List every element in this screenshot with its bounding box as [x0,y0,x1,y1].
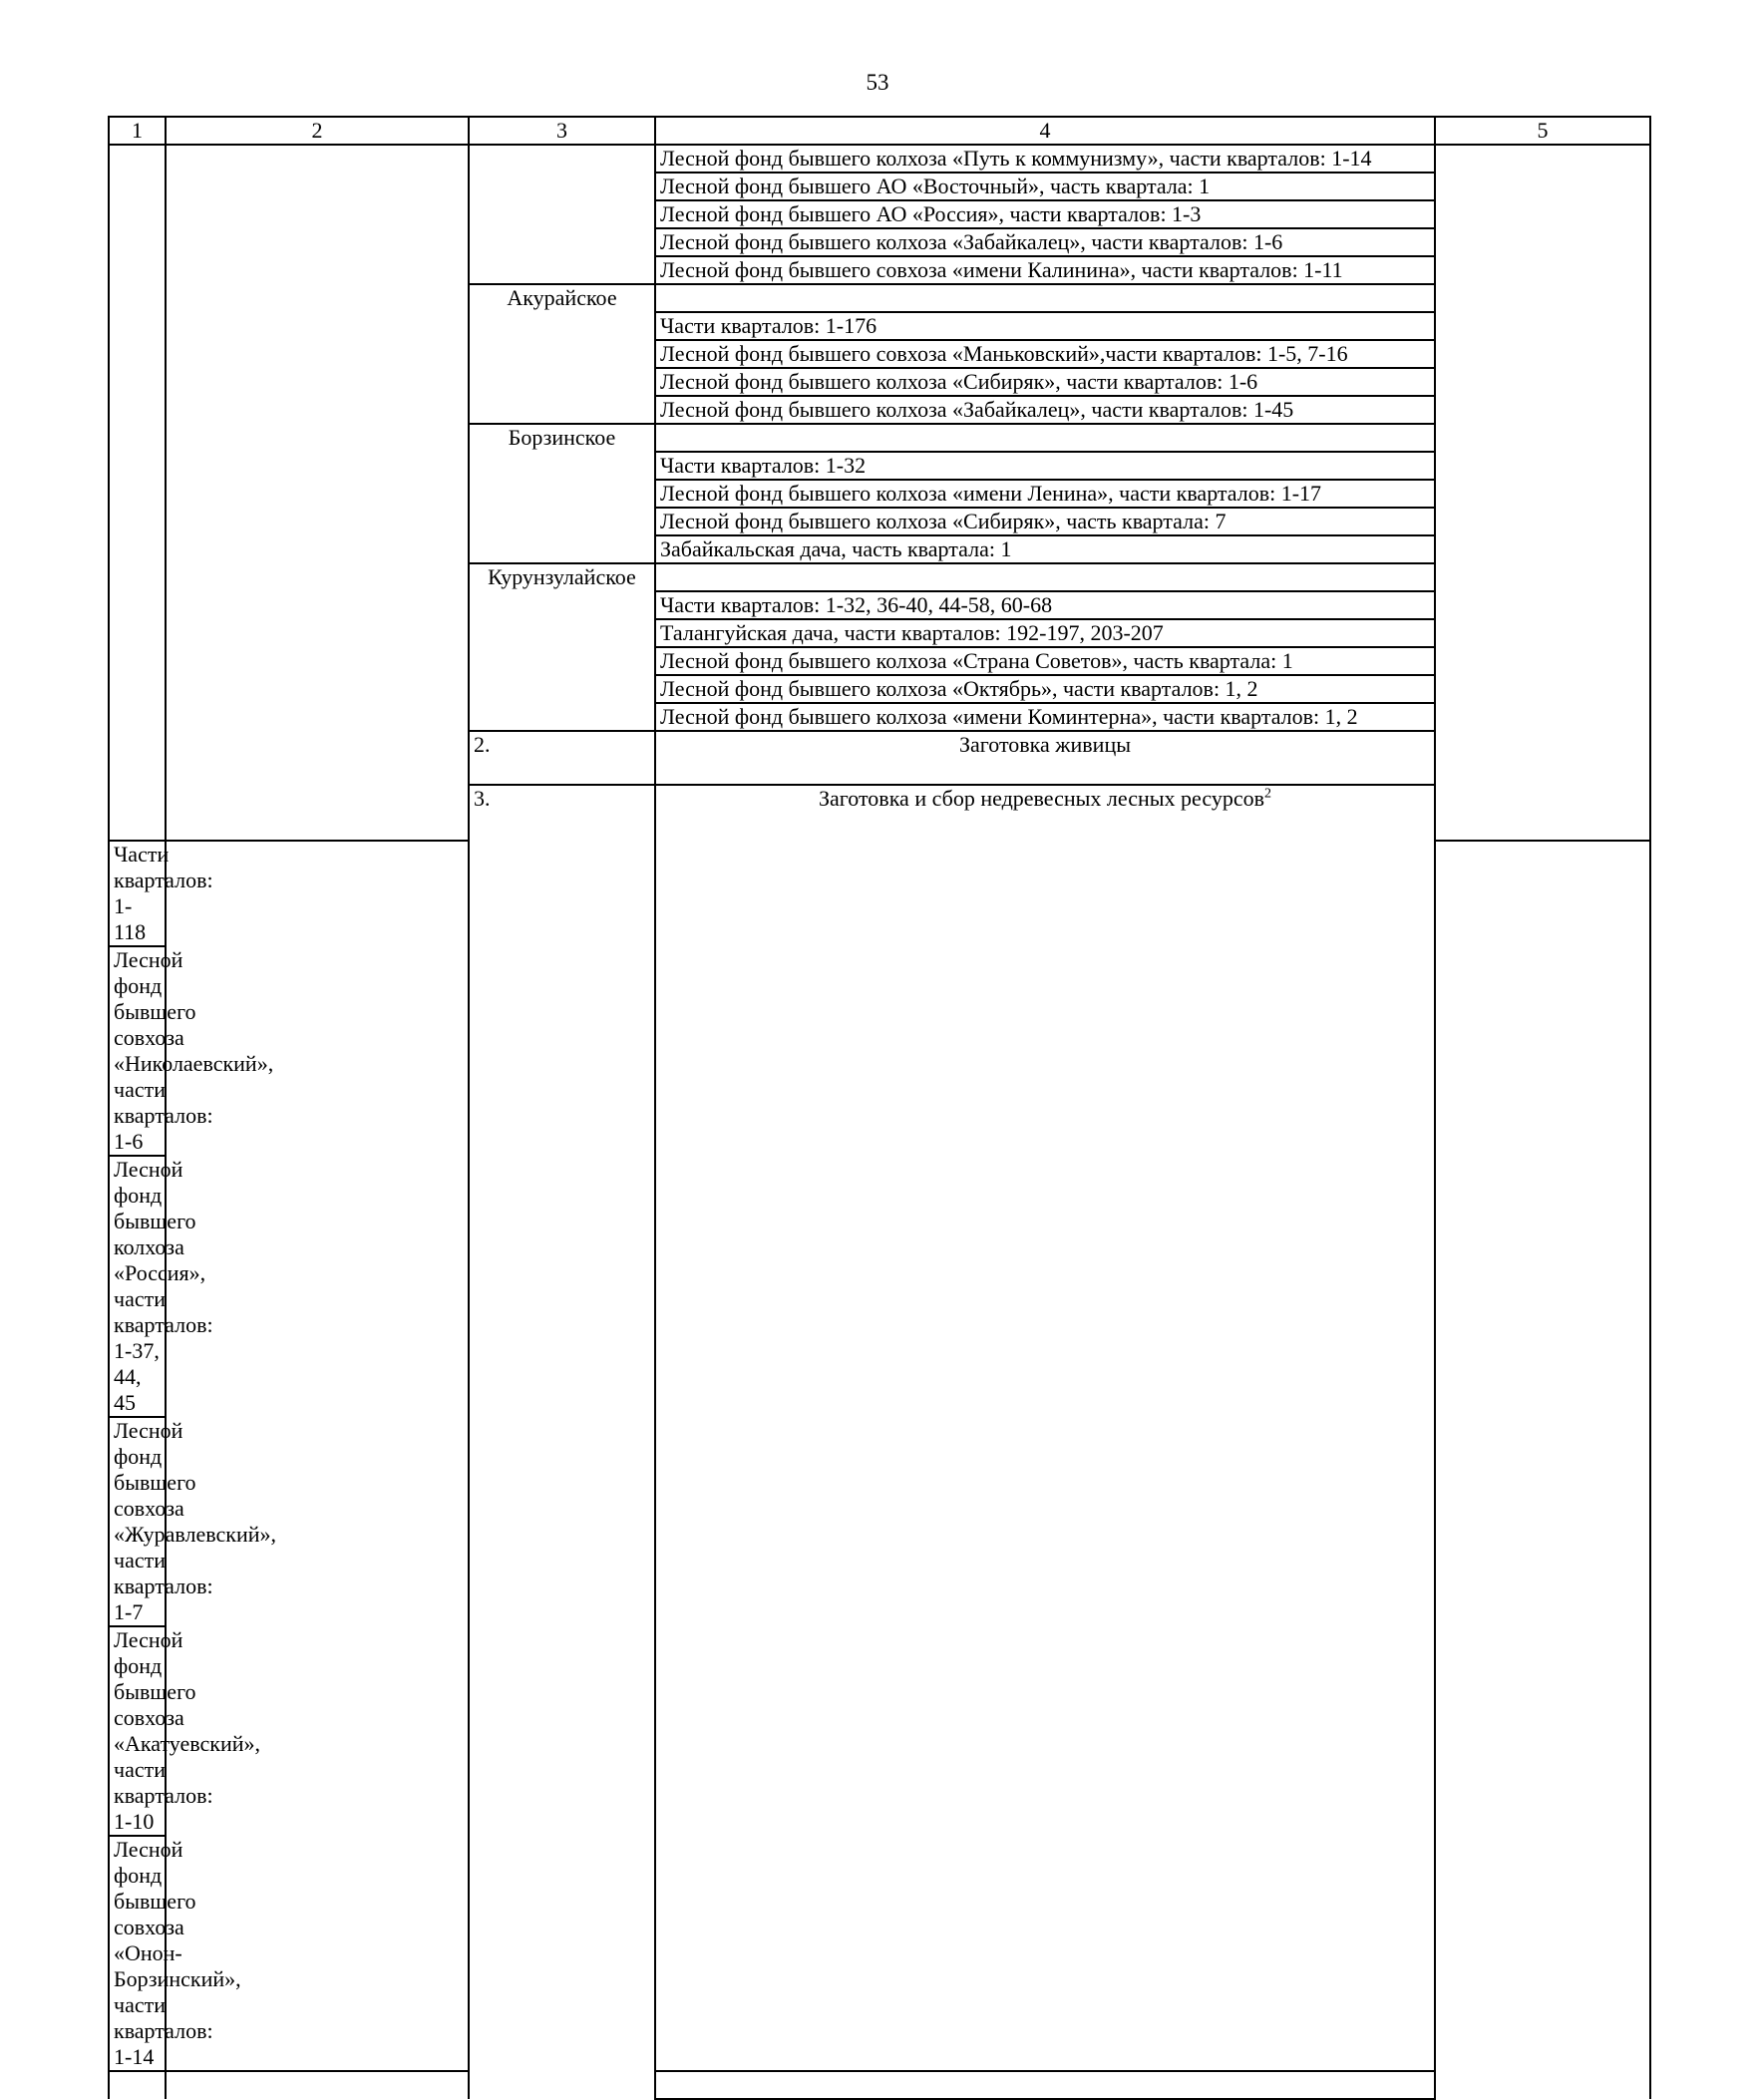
column-header-2: 2 [166,117,469,145]
section-2-number: 2. [469,731,655,785]
location-cell: Лесной фонд бывшего колхоза «Сибиряк», части кварталов: 1-6 [655,368,1435,396]
location-cell-empty [655,2071,1435,2099]
table-row [109,145,1650,173]
location-cell: Забайкальская дача, часть квартала: 1 [655,535,1435,563]
location-cell-empty [655,284,1435,312]
subforestry-borzinskoe: Борзинское [469,424,655,563]
footnote-marker: 2 [1263,786,1271,802]
location-cell: Части кварталов: 1-176 [655,312,1435,340]
location-cell: Лесной фонд бывшего совхоза «Журавлевский», части кварталов: 1-7 [109,1417,166,1626]
section-3-activity-continued [109,2071,166,2099]
section-1-area-cell [1435,145,1650,841]
section-1-activity-cell [166,145,469,841]
table-header-row [109,117,1650,145]
location-cell: Лесной фонд бывшего колхоза «Путь к коммунизму», части кварталов: 1-14 [655,145,1435,173]
location-cell: Лесной фонд бывшего АО «Россия», части кварталов: 1-3 [655,200,1435,228]
location-cell: Лесной фонд бывшего совхоза «Акатуевский», части кварталов: 1-10 [109,1626,166,1836]
location-cell: Лесной фонд бывшего совхоза «Маньковский»,части кварталов: 1-5, 7-16 [655,340,1435,368]
location-cell: Лесной фонд бывшего колхоза «Забайкалец», части кварталов: 1-45 [655,396,1435,424]
location-cell-empty [655,563,1435,591]
location-cell: Лесной фонд бывшего колхоза «имени Ленина», части кварталов: 1-17 [655,480,1435,508]
section-1-forestry-cell [469,145,655,284]
column-header-5: 5 [1435,117,1650,145]
location-cell: Части кварталов: 1-32 [655,452,1435,480]
location-cell: Части кварталов: 1-118 [109,841,166,946]
forest-use-table [108,116,1651,2100]
section-3-activity: Заготовка и сбор недревесных лесных ресурсов [819,786,1264,811]
subforestry-akuraiskoe: Акурайское [469,284,655,424]
section-3-forestry-continued [166,2071,469,2099]
column-header-4: 4 [655,117,1435,145]
location-cell: Лесной фонд бывшего колхоза «Россия», части кварталов: 1-37, 44, 45 [109,1156,166,1417]
location-cell: Лесной фонд бывшего колхоза «имени Коминтерна», части кварталов: 1, 2 [655,703,1435,731]
location-cell: Лесной фонд бывшего колхоза «Октябрь», части кварталов: 1, 2 [655,675,1435,703]
page-number: 53 [866,70,889,95]
location-cell-empty [655,424,1435,452]
column-header-1: 1 [109,117,166,145]
column-header-3: 3 [469,117,655,145]
section-2-activity: Заготовка живицы [655,731,1435,785]
location-cell: Лесной фонд бывшего колхоза «Забайкалец», части кварталов: 1-6 [655,228,1435,256]
location-cell: Талангуйская дача, части кварталов: 192-197, 203-207 [655,619,1435,647]
location-cell: Лесной фонд бывшего совхоза «Онон-Борзинский», части кварталов: 1-14 [109,1836,166,2071]
location-cell: Лесной фонд бывшего колхоза «Страна Советов», часть квартала: 1 [655,647,1435,675]
location-cell: Лесной фонд бывшего совхоза «имени Калинина», части кварталов: 1-11 [655,256,1435,284]
section-1-number-cell [109,145,166,841]
location-cell: Лесной фонд бывшего колхоза «Сибиряк», часть квартала: 7 [655,508,1435,535]
subforestry-kurunzulaiskoe: Курунзулайское [469,563,655,731]
section-3-number: 3. [469,785,655,2099]
section-3-activity-cell [655,785,1435,2071]
location-cell: Части кварталов: 1-32, 36-40, 44-58, 60-68 [655,591,1435,619]
location-cell: Лесной фонд бывшего совхоза «Николаевский», части кварталов: 1-6 [109,946,166,1156]
location-cell: Лесной фонд бывшего АО «Восточный», часть квартала: 1 [655,173,1435,200]
table-row [109,2071,1650,2099]
